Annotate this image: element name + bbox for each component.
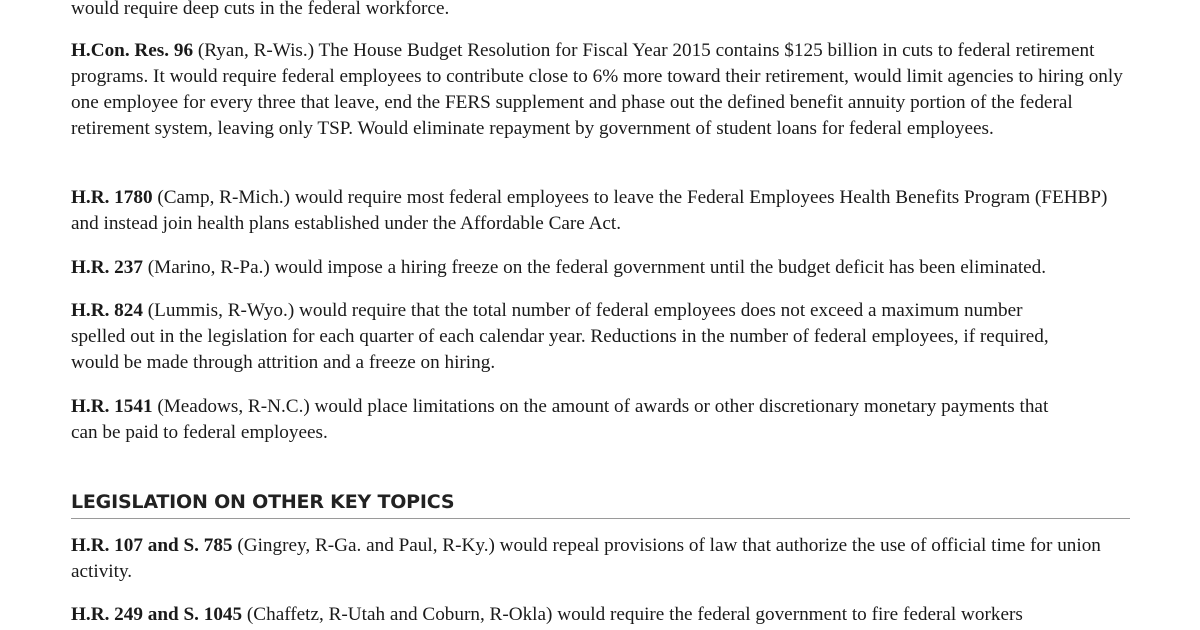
bill-description: (Marino, R-Pa.) would impose a hiring freeze on the federal government until the budget deficit has been eliminated. [142, 257, 1047, 278]
bill-number: H.R. 249 and S. 1045 [71, 604, 243, 625]
bill-description: (Camp, R-Mich.) would require most federal employees to leave the Federal Employees Health Benefits Program (FEHBP) and instead join health plans established under the Affordable Care Act. [71, 187, 1108, 234]
paragraph-hr-249 [71, 602, 1151, 628]
bill-description: (Meadows, R-N.C.) would place limitations on the amount of awards or other discretionary monetary payments that can be paid to federal employees. [71, 396, 1049, 443]
bill-description: (Gingrey, R-Ga. and Paul, R-Ky.) would repeal provisions of law that authorize the use of official time for union activity. [71, 535, 1101, 582]
paragraph-hr-824 [71, 298, 1071, 376]
paragraph-workforce-cuts [71, 0, 1071, 22]
bill-number: H.R. 1780 [71, 187, 153, 208]
bill-description: (Lummis, R-Wyo.) would require that the total number of federal employees does not exceed a maximum number spelled out in the legislation for each quarter of each calendar year. Reductions in the number of federal employees, if required, would be made through attrition and a freeze on hiring. [71, 300, 1049, 373]
paragraph-hr-1780 [71, 185, 1137, 237]
section-divider [71, 518, 1130, 519]
section-heading: LEGISLATION ON OTHER KEY TOPICS [71, 491, 455, 513]
bill-description: (Chaffetz, R-Utah and Coburn, R-Okla) would require the federal government to fire federal workers [242, 604, 1023, 625]
paragraph-hr-1541 [71, 394, 1061, 446]
bill-number: H.R. 1541 [71, 396, 153, 417]
paragraph-text: would require deep cuts in the federal workforce. [71, 0, 450, 19]
paragraph-hr-107 [71, 533, 1133, 585]
paragraph-hcon-res-96 [71, 38, 1133, 142]
bill-number: H.Con. Res. 96 [71, 40, 194, 61]
bill-number: H.R. 107 and S. 785 [71, 535, 233, 556]
bill-number: H.R. 824 [71, 300, 143, 321]
paragraph-hr-237 [71, 255, 1146, 281]
bill-description: (Ryan, R-Wis.) The House Budget Resolution for Fiscal Year 2015 contains $125 billion in cuts to federal retirement programs. It would require federal employees to contribute close to 6% more toward their retirement, would limit agencies to hiring only one employee for every three that leave, end the FERS supplement and phase out the defined benefit annuity portion of the federal retirement system, leaving only TSP. Would eliminate repayment by government of student loans for federal employees. [71, 40, 1123, 139]
bill-number: H.R. 237 [71, 257, 143, 278]
